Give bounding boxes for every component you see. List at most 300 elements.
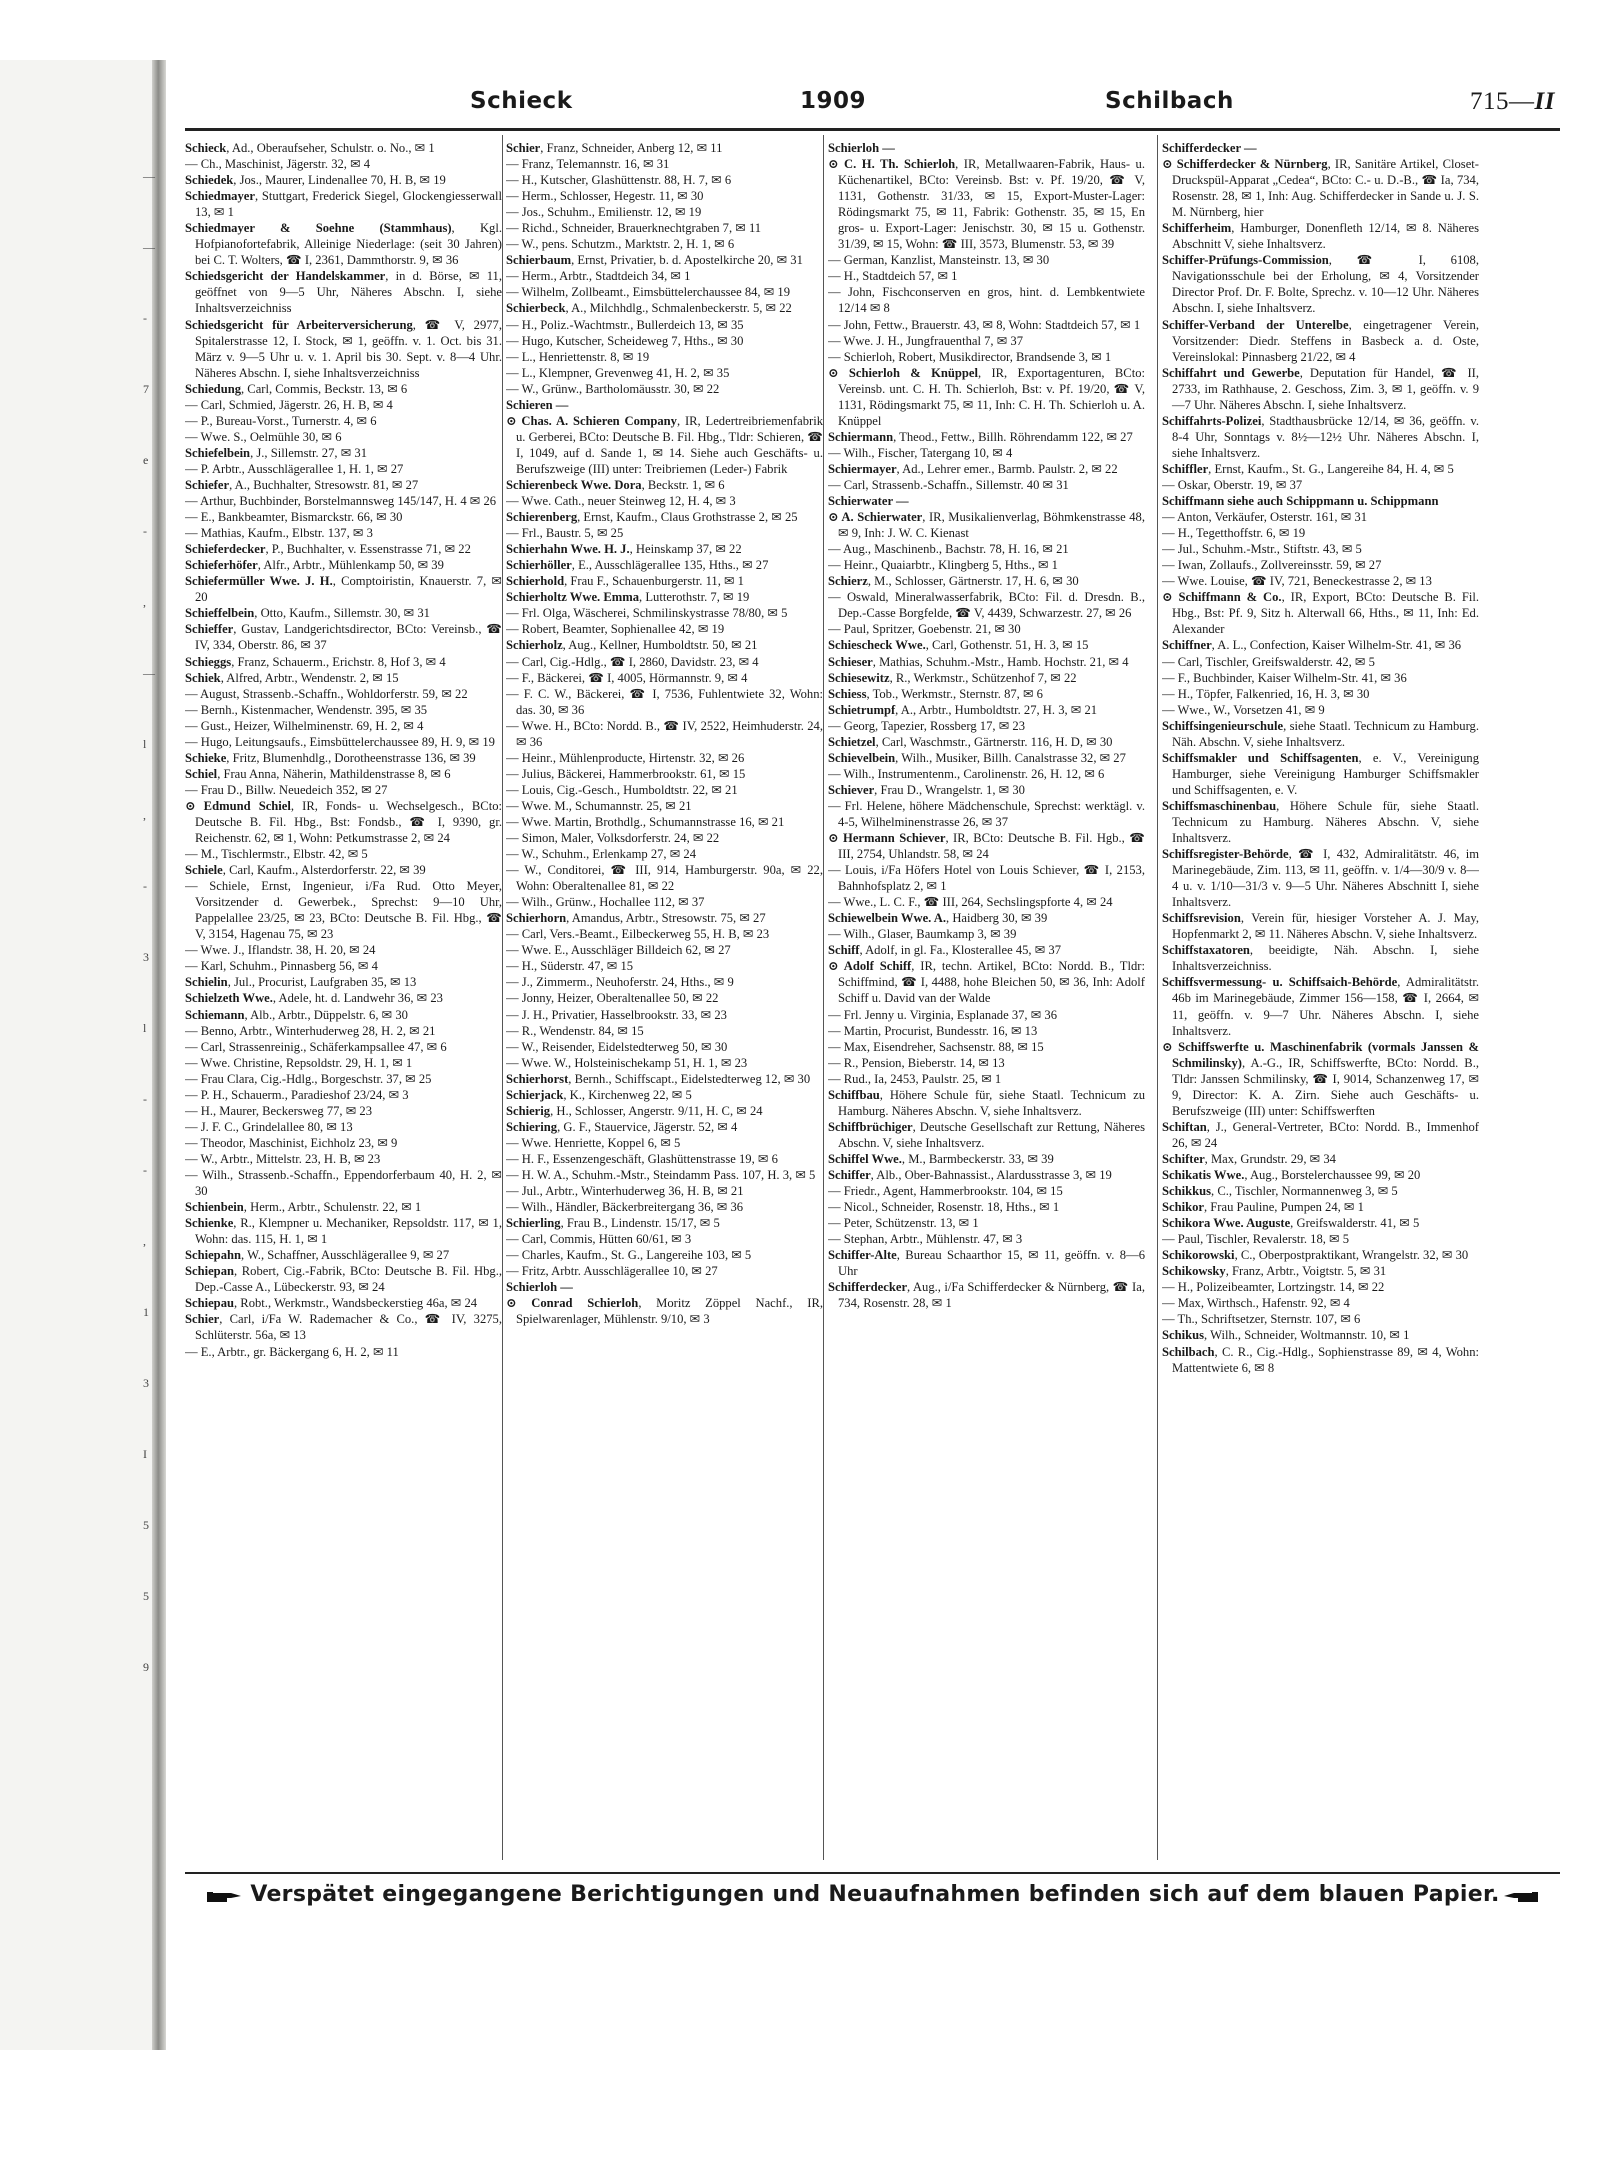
directory-entry: — W., Conditorei, ☎ III, 914, Hamburgerstr. 90a, ✉ 22, Wohn: Oberaltenallee 81, ✉ 22 — [506, 863, 823, 894]
directory-entry: — Arthur, Buchbinder, Borstelmannsweg 145/147, H. 4 ✉ 26 — [185, 494, 497, 509]
directory-entry: Schiele, Carl, Kaufm., Alsterdorferstr. 22, ✉ 39 — [185, 863, 426, 878]
margin-fragment: , — [143, 1234, 146, 1248]
directory-entry: ⊙ C. H. Th. Schierloh, IR, Metallwaaren-Fabrik, Haus- u. Küchenartikel, BCto: Vereinsb. Bst: v. Pf. 19/20, ☎ V, 1131, Gothenstr. 31/33, ✉ 15, Export-Muster-Lager: Rödingsmarkt 75, ✉ 11, Fabrik: Gothenstr. 35, ✉ 15, En gros- u. Export-Lager: Jenischstr. 30, ✉ 15 u. Gothenstr. 31/39, ✉ 15, Wohn: ☎ III, 3573, Blumenstr. 53, ✉ 39 — [828, 157, 1145, 252]
directory-entry: Schiedung, Carl, Commis, Beckstr. 13, ✉ 6 — [185, 381, 408, 396]
directory-entry: — Wwe. W., Holsteinischekamp 51, H. 1, ✉ 23 — [506, 1055, 748, 1070]
directory-entry — [506, 397, 823, 413]
directory-entry: Schiffbrüchiger, Deutsche Gesellschaft zur Rettung, Näheres Abschn. V, siehe Inhaltsverz. — [828, 1119, 1145, 1150]
directory-entry: Schiepan, Robert, Cig.-Fabrik, BCto: Deutsche B. Fil. Hbg., Dep.-Casse A., Lübeckerstr. 93, ✉ 24 — [185, 1264, 502, 1295]
directory-entry: Schieferhöfer, Alfr., Arbtr., Mühlenkamp 50, ✉ 39 — [185, 558, 444, 573]
entry-headword: Schiedmayer & Soehne (Stammhaus) — [185, 221, 452, 236]
directory-entry: — Charles, Kaufm., St. G., Langereihe 103, ✉ 5 — [506, 1248, 752, 1263]
directory-entry: Schikorowski, C., Oberpostpraktikant, Wrangelstr. 32, ✉ 30 — [1162, 1248, 1469, 1263]
directory-entry: — Frl. Jenny u. Virginia, Esplanade 37, ✉ 36 — [828, 1007, 1057, 1022]
entry-headword: Schiedsgericht für Arbeiterversicherung — [185, 317, 413, 332]
entry-headword: Schiffel Wwe. — [828, 1151, 902, 1166]
header-last-entry: Schilbach — [1105, 88, 1234, 114]
directory-entry: — Stephan, Arbtr., Mühlenstr. 47, ✉ 3 — [828, 1232, 1023, 1247]
directory-entry: — August, Strassenb.-Schaffn., Wohldorferstr. 59, ✉ 22 — [185, 686, 468, 701]
entry-headword: Schiffsvermessung- u. Schiffsaich-Behörde — [1162, 975, 1398, 990]
entry-headword: Schiffsmaschinenbau — [1162, 798, 1277, 813]
directory-entry: — J. H., Privatier, Hasselbrookstr. 33, ✉ 23 — [506, 1007, 727, 1022]
directory-entry: Schiever, Frau D., Wrangelstr. 1, ✉ 30 — [828, 782, 1025, 797]
entry-headword: Schiedmayer — [185, 189, 255, 204]
entry-headword: Schiering — [506, 1119, 558, 1134]
entry-headword: Schiffer — [828, 1168, 871, 1182]
entry-headword: Schiffahrts-Polizei — [1162, 413, 1262, 428]
entry-headword: Schierenbeck Wwe. Dora — [506, 477, 642, 492]
entry-headword: Schierjack — [506, 1087, 564, 1102]
entry-headword: Schiefelbein — [185, 445, 251, 460]
margin-fragment: 3 — [143, 950, 149, 964]
directory-entry: Schikus, Wilh., Schneider, Woltmannstr. 10, ✉ 1 — [1162, 1328, 1410, 1343]
margin-fragment: l — [143, 737, 147, 751]
entry-headword: Schienke — [185, 1216, 234, 1231]
directory-entry: — H., Tegetthoffstr. 6, ✉ 19 — [1162, 526, 1306, 541]
entry-headword: Schieffelbein — [185, 606, 255, 621]
entry-headword: Schiffmann siehe auch Schippmann u. Schippmann — [1162, 494, 1439, 509]
directory-entry: Schiek, Alfred, Arbtr., Wendenstr. 2, ✉ 15 — [185, 670, 399, 685]
entry-headword: Schiermann — [828, 429, 894, 444]
directory-entry: — W., Arbtr., Mittelstr. 23, H. B, ✉ 23 — [185, 1151, 381, 1166]
entry-headword: Schielin — [185, 975, 228, 990]
entry-headword: Schieferdecker — [185, 542, 266, 557]
directory-entry: Schiesewitz, R., Werkmstr., Schützenhof 7, ✉ 22 — [828, 670, 1077, 685]
entry-headword: ⊙ Schierloh & Knüppel — [828, 365, 978, 380]
directory-entry: — Carl, Tischler, Greifswalderstr. 42, ✉ 5 — [1162, 654, 1375, 669]
directory-entry: — R., Pension, Bieberstr. 14, ✉ 13 — [828, 1055, 1005, 1070]
entry-headword: Schiedsgericht der Handelskammer — [185, 269, 386, 284]
directory-entry: Schievelbein, Wilh., Musiker, Billh. Canalstrasse 32, ✉ 27 — [828, 750, 1126, 765]
directory-entry: — Wwe. S., Oelmühle 30, ✉ 6 — [185, 429, 342, 444]
entry-headword: Schiek — [185, 670, 221, 685]
directory-entry: — Robert, Beamter, Sophienallee 42, ✉ 19 — [506, 622, 725, 637]
directory-entry: — H. F., Essenzengeschäft, Glashüttenstrasse 19, ✉ 6 — [506, 1151, 778, 1166]
directory-entry: — Wwe., L. C. F., ☎ III, 264, Sechslingspforte 4, ✉ 24 — [828, 895, 1113, 910]
entry-headword: Schiepahn — [185, 1248, 241, 1263]
entry-headword: ⊙ C. H. Th. Schierloh — [828, 157, 956, 172]
directory-entry: Schietrumpf, A., Arbtr., Humboldtstr. 27, H. 3, ✉ 21 — [828, 702, 1098, 717]
entry-headword: Schifferheim — [1162, 221, 1232, 236]
entry-headword: Schieser — [828, 654, 873, 669]
entry-headword: Schiffsrevision — [1162, 911, 1241, 926]
directory-entry: — Wwe. Louise, ☎ IV, 721, Beneckestrasse 2, ✉ 13 — [1162, 574, 1432, 589]
entry-headword: ⊙ Conrad Schierloh — [506, 1296, 639, 1311]
page-number-volume: II — [1534, 88, 1555, 115]
directory-entry: Schieser, Mathias, Schuhm.-Mstr., Hamb. Hochstr. 21, ✉ 4 — [828, 654, 1129, 669]
directory-entry: — Anton, Verkäufer, Osterstr. 161, ✉ 31 — [1162, 510, 1367, 525]
entry-headword: Schikus — [1162, 1328, 1205, 1343]
entry-headword: Schierhorst — [506, 1071, 569, 1086]
directory-entry: — Wwe. J. H., Jungfrauenthal 7, ✉ 37 — [828, 333, 1023, 348]
margin-fragment: - — [143, 524, 147, 538]
entry-headword: Schierbeck — [506, 301, 566, 316]
entry-headword: Schiewelbein Wwe. A. — [828, 911, 947, 926]
directory-entry: — Carl, Schmied, Jägerstr. 26, H. B, ✉ 4 — [185, 397, 393, 412]
margin-fragment: 5 — [143, 1518, 149, 1532]
entry-headword: Schiesewitz — [828, 670, 890, 685]
directory-entry: — Carl, Commis, Hütten 60/61, ✉ 3 — [506, 1232, 692, 1247]
directory-entry: — Simon, Maler, Volksdorferstr. 24, ✉ 22 — [506, 831, 720, 846]
directory-entry: — H., Polizeibeamter, Lortzingstr. 14, ✉ 22 — [1162, 1280, 1385, 1295]
entry-headword: Schiffsregister-Behörde — [1162, 847, 1289, 862]
margin-fragment: , — [143, 595, 146, 609]
entry-headword: Schikatis Wwe. — [1162, 1168, 1245, 1182]
entry-headword: Schiffner — [1162, 638, 1212, 653]
directory-entry: ⊙ Schierloh & Knüppel, IR, Exportagenturen, BCto: Vereinsb. unt. C. H. Th. Schierloh, Bst: v. Pf. 19/20, ☎ V, 1131, Rödingsmarkt 75, ✉ 11, Inh: C. H. Th. Schierloh u. A. Knüppel — [828, 365, 1145, 428]
directory-entry: — W., Reisender, Eidelstedterweg 50, ✉ 30 — [506, 1039, 728, 1054]
directory-entry: Schierhöller, E., Ausschlägerallee 135, Hths., ✉ 27 — [506, 558, 769, 573]
directory-entry: Schiffsregister-Behörde, ☎ I, 432, Admiralitätstr. 46, im Marinegebäude, Zim. 113, ✉ 11, geöffn. v. 1/4—30/9 v. 8—4 u. v. 1/10—31/3 v. 9—5 Uhr. Näheres Abschnitt I, siehe Inhaltsverz. — [1162, 847, 1479, 910]
directory-entry: — Frau D., Billw. Neuedeich 352, ✉ 27 — [185, 782, 388, 797]
entry-headword: Schiefermüller Wwe. J. H. — [185, 574, 333, 589]
directory-entry: Schiftan, J., General-Vertreter, BCto: Nordd. B., Immenhof 26, ✉ 24 — [1162, 1119, 1479, 1150]
entry-headword: Schieke — [185, 750, 227, 765]
entry-headword: Schiel — [185, 766, 218, 781]
directory-entry: Schiffahrt und Gewerbe, Deputation für Handel, ☎ II, 2733, im Rathhause, 2. Geschoss, Zim. 3, ✉ 1, geöffn. v. 9—7 Uhr. Näheres Abschn. I, siehe Inhaltsverz. — [1162, 365, 1479, 412]
directory-entry: — German, Kanzlist, Mansteinstr. 13, ✉ 30 — [828, 253, 1050, 268]
directory-entry: — E., Bankbeamter, Bismarckstr. 66, ✉ 30 — [185, 510, 403, 525]
entry-headword: Schiefer — [185, 477, 230, 492]
directory-entry: — Jul., Arbtr., Winterhuderweg 36, H. B, ✉ 21 — [506, 1184, 744, 1199]
directory-entry: — Louis, Cig.-Gesch., Humboldtstr. 22, ✉ 21 — [506, 782, 738, 797]
entry-headword: Schierz — [828, 574, 868, 589]
directory-entry: — Karl, Schuhm., Pinnasberg 56, ✉ 4 — [185, 959, 378, 974]
directory-entry: — Wwe. M., Schumannstr. 25, ✉ 21 — [506, 798, 692, 813]
directory-entry — [828, 140, 1145, 156]
directory-entry: — H., Poliz.-Wachtmstr., Bullerdeich 13, ✉ 35 — [506, 317, 744, 332]
page-number — [1470, 88, 1555, 116]
directory-entry: — Peter, Schützenstr. 13, ✉ 1 — [828, 1216, 979, 1231]
directory-entry: — Max, Wirthsch., Hafenstr. 92, ✉ 4 — [1162, 1296, 1350, 1311]
directory-entry: Schifferheim, Hamburger, Donenfleth 12/14, ✉ 8. Näheres Abschnitt V, siehe Inhaltsverz. — [1162, 221, 1479, 252]
directory-entry: Schiffsmaschinenbau, Höhere Schule für, siehe Staatl. Technicum zu Hamburg. Näheres Abschn. V, siehe Inhaltsverz. — [1162, 798, 1479, 846]
entry-headword: Schieck — [185, 141, 227, 155]
directory-entry: Schikatis Wwe., Aug., Borstelerchaussee 99, ✉ 20 — [1162, 1168, 1421, 1182]
entry-headword: ⊙ Adolf Schiff — [828, 959, 912, 974]
footer-text: Verspätet eingegangene Berichtigungen und Neuaufnahmen befinden sich auf dem blauen Papier. — [250, 1882, 1500, 1907]
directory-entry: Schiffer-Prüfungs-Commission, ☎ I, 6108, Navigationsschule bei der Erholung, ✉ 4, Vorsitzender Director Prof. Dr. F. Bolte, Sprechz. v. 10—12 Uhr. Näheres Abschn. I, siehe Inhaltsverz. — [1162, 253, 1479, 316]
entry-headword: ⊙ Edmund Schiel — [185, 798, 291, 813]
directory-entry — [828, 493, 1145, 509]
directory-entry: Schiffahrts-Polizei, Stadthausbrücke 12/14, ✉ 36, geöffn. v. 8-4 Uhr, Sonntags v. 8½—12½ Uhr. Näheres Abschn. I, siehe Inhaltsverz. — [1162, 413, 1479, 460]
entry-headword: Schierholz — [506, 638, 563, 653]
entry-headword: Schielzeth Wwe. — [185, 991, 273, 1006]
entry-headword: ⊙ Chas. A. Schieren Company — [506, 413, 677, 428]
footer-notice — [185, 1872, 1560, 1922]
directory-entry: Schieggs, Franz, Schauerm., Erichstr. 8, Hof 3, ✉ 4 — [185, 654, 446, 669]
entry-headword: Schienbein — [185, 1200, 244, 1215]
directory-entry: — Julius, Bäckerei, Hammerbrookstr. 61, ✉ 15 — [506, 766, 746, 781]
directory-entry: — Herm., Arbtr., Stadtdeich 34, ✉ 1 — [506, 269, 691, 284]
entry-headword: Schier — [506, 141, 541, 155]
directory-entry: — Oswald, Mineralwasserfabrik, BCto: Fil. d. Dresdn. B., Dep.-Casse Borgfelde, ☎ V, 4439, Schwarzestr. 27, ✉ 26 — [828, 590, 1145, 621]
directory-entry: — P. H., Schauerm., Paradieshof 23/24, ✉ 3 — [185, 1087, 409, 1102]
directory-entry: Schiefermüller Wwe. J. H., Comptoiristin, Knauerstr. 7, ✉ 20 — [185, 574, 502, 605]
entry-headword: ⊙ Schifferdecker & Nürnberg — [1162, 157, 1328, 172]
directory-entry: — Carl, Vers.-Beamt., Eilbeckerweg 55, H. B, ✉ 23 — [506, 927, 770, 942]
entry-headword: Schievelbein — [828, 750, 896, 765]
entry-headword: Schiedung — [185, 381, 241, 396]
directory-entry: Schieffelbein, Otto, Kaufm., Sillemstr. 30, ✉ 31 — [185, 606, 430, 621]
directory-entry — [1162, 493, 1479, 509]
directory-entry: — Martin, Procurist, Bundesstr. 16, ✉ 13 — [828, 1023, 1038, 1038]
directory-entry: — W., pens. Schutzm., Marktstr. 2, H. 1, ✉ 6 — [506, 237, 735, 252]
directory-entry: Schieke, Fritz, Blumenhdlg., Dorotheenstrasse 136, ✉ 39 — [185, 750, 476, 765]
directory-entry: — Wwe., W., Vorsetzen 41, ✉ 9 — [1162, 702, 1325, 717]
directory-entry: Schiewelbein Wwe. A., Haidberg 30, ✉ 39 — [828, 911, 1048, 926]
directory-entry: Schiffer, Alb., Ober-Bahnassist., Alardusstrasse 3, ✉ 19 — [828, 1168, 1112, 1182]
directory-entry: — L., Klempner, Grevenweg 41, H. 2, ✉ 35 — [506, 365, 730, 380]
directory-entry: ⊙ A. Schierwater, IR, Musikalienverlag, Böhmkenstrasse 48, ✉ 9, Inh: J. W. C. Kienast — [828, 510, 1145, 541]
entry-headword: Schierhöller — [506, 558, 572, 573]
directory-entry: — Iwan, Zollaufs., Zollvereinsstr. 59, ✉ 27 — [1162, 558, 1382, 573]
directory-entry: — John, Fettw., Brauerstr. 43, ✉ 8, Wohn: Stadtdeich 57, ✉ 1 — [828, 317, 1141, 332]
directory-entry: Schieck, Ad., Oberaufseher, Schulstr. o. No., ✉ 1 — [185, 141, 435, 155]
directory-entry: — Frl. Olga, Wäscherei, Schmilinskystrasse 78/80, ✉ 5 — [506, 606, 788, 621]
directory-entry: — Gust., Heizer, Wilhelminenstr. 69, H. 2, ✉ 4 — [185, 718, 424, 733]
directory-entry: ⊙ Schifferdecker & Nürnberg, IR, Sanitäre Artikel, Closet- Druckspül-Apparat „Cedea“, BCto: C.- u. D.-B., ☎ Ia, 734, Rosenstr. 28, ✉ 1, Inh: Aug. Schifferdecker in Sande u. J. S. M. Nürnberg, hier — [1162, 157, 1479, 220]
book-gutter — [152, 60, 166, 2050]
entry-headword: Schiepan — [185, 1264, 234, 1279]
directory-entry: — Hugo, Kutscher, Scheideweg 7, Hths., ✉ 30 — [506, 333, 744, 348]
directory-entry: Schier, Franz, Schneider, Anberg 12, ✉ 11 — [506, 141, 723, 155]
directory-entry: — Wilh., Händler, Bäckerbreitergang 36, ✉ 36 — [506, 1200, 744, 1215]
entry-headword: Schifter — [1162, 1151, 1205, 1166]
directory-entry: Schiffsingenieurschule, siehe Staatl. Technicum zu Hamburg. Näh. Abschn. V, siehe Inhaltsverz. — [1162, 718, 1479, 749]
directory-entry: Schikowsky, Franz, Arbtr., Voigtstr. 5, ✉ 31 — [1162, 1264, 1387, 1279]
margin-fragment: - — [143, 1092, 147, 1106]
entry-headword: Schierig — [506, 1103, 551, 1118]
entry-headword: Schierhold — [506, 574, 565, 589]
directory-entry: Schiess, Tob., Werkmstr., Sternstr. 87, ✉ 6 — [828, 686, 1043, 701]
directory-entry: — Ch., Maschinist, Jägerstr. 32, ✉ 4 — [185, 157, 371, 172]
directory-entry: — M., Tischlermstr., Elbstr. 42, ✉ 5 — [185, 847, 368, 862]
directory-entry: — Wwe. Henriette, Koppel 6, ✉ 5 — [506, 1135, 681, 1150]
column-3 — [828, 140, 1145, 1860]
entry-headword: Schiffbau — [828, 1087, 880, 1102]
directory-entry: ⊙ Edmund Schiel, IR, Fonds- u. Wechselgesch., BCto: Deutsche B. Fil. Hbg., Bst: Fondsb., ☎ I, 9390, gr. Reichenstr. 62, ✉ 1, Wohn: Petkumstrasse 2, ✉ 24 — [185, 798, 502, 846]
margin-fragment: 9 — [143, 1660, 149, 1674]
directory-entry: — Paul, Tischler, Revalerstr. 18, ✉ 5 — [1162, 1232, 1350, 1247]
directory-entry: — F. C. W., Bäckerei, ☎ I, 7536, Fuhlentwiete 32, Wohn: das. 30, ✉ 36 — [506, 686, 823, 717]
directory-entry: — Paul, Spritzer, Goebenstr. 21, ✉ 30 — [828, 622, 1021, 637]
directory-entry: Schiel, Frau Anna, Näherin, Mathildenstrasse 8, ✉ 6 — [185, 766, 451, 781]
column-divider — [823, 135, 824, 1860]
column-1 — [185, 140, 502, 1860]
margin-fragment: l — [143, 1021, 147, 1035]
directory-entry: Schifter, Max, Grundstr. 29, ✉ 34 — [1162, 1151, 1336, 1166]
entry-headword: Schifferdecker — — [1162, 141, 1257, 155]
directory-entry: Schierenberg, Ernst, Kaufm., Claus Grothstrasse 2, ✉ 25 — [506, 510, 798, 525]
margin-fragment: - — [143, 879, 147, 893]
directory-entry: Schielzeth Wwe., Adele, ht. d. Landwehr 36, ✉ 23 — [185, 991, 443, 1006]
directory-entry: — Wwe. Cath., neuer Steinweg 12, H. 4, ✉ 3 — [506, 494, 736, 509]
directory-entry: — Max, Eisendreher, Sachsenstr. 88, ✉ 15 — [828, 1039, 1044, 1054]
directory-entry — [1162, 140, 1479, 156]
pointing-hand-left-icon — [1502, 1886, 1540, 1906]
entry-headword: ⊙ Schiffmann & Co. — [1162, 590, 1282, 605]
directory-entry: — Carl, Strassenreinig., Schäferkampsallee 47, ✉ 6 — [185, 1039, 447, 1054]
margin-fragment: - — [143, 311, 147, 325]
directory-entry: — Franz, Telemannstr. 16, ✉ 31 — [506, 157, 670, 172]
directory-entry: Schierhorn, Amandus, Arbtr., Stresowstr. 75, ✉ 27 — [506, 911, 766, 926]
directory-entry: — Wwe. Martin, Brothdlg., Schumannstrasse 16, ✉ 21 — [506, 814, 785, 829]
directory-entry: Schiedmayer, Stuttgart, Frederick Siegel, Glockengiesserwall 13, ✉ 1 — [185, 189, 502, 220]
entry-headword: Schiever — [828, 782, 875, 797]
directory-entry: Schiedek, Jos., Maurer, Lindenallee 70, H. B, ✉ 19 — [185, 173, 446, 188]
directory-entry: — H., Maurer, Beckersweg 77, ✉ 23 — [185, 1103, 373, 1118]
entry-headword: Schiffer-Alte — [828, 1248, 897, 1263]
directory-entry: — H., Kutscher, Glashüttenstr. 88, H. 7, ✉ 6 — [506, 173, 732, 188]
directory-entry: — Wilh., Instrumentenm., Carolinenstr. 26, H. 12, ✉ 6 — [828, 766, 1105, 781]
directory-entry: — Bernh., Kistenmacher, Wendenstr. 395, ✉ 35 — [185, 702, 428, 717]
directory-entry: Schielin, Jul., Procurist, Laufgraben 35, ✉ 13 — [185, 975, 417, 990]
directory-entry: Schiffsrevision, Verein für, hiesiger Vorsteher A. J. May, Hopfenmarkt 2, ✉ 11. Näheres Abschn. V, siehe Inhaltsverz. — [1162, 911, 1479, 942]
header-rule — [185, 128, 1560, 131]
entry-headword: Schiftan — [1162, 1119, 1207, 1134]
directory-entry: Schierbaum, Ernst, Privatier, b. d. Apostelkirche 20, ✉ 31 — [506, 253, 803, 268]
directory-entry: — Wwe. J., Iflandstr. 38, H. 20, ✉ 24 — [185, 943, 376, 958]
margin-fragment: I — [143, 1447, 147, 1461]
directory-entry: Schiffler, Ernst, Kaufm., St. G., Langereihe 84, H. 4, ✉ 5 — [1162, 461, 1454, 476]
directory-entry: — Wilhelm, Zollbeamt., Eimsbüttelerchaussee 84, ✉ 19 — [506, 285, 791, 300]
entry-headword: Schier — [185, 1312, 220, 1327]
directory-entry: Schierbeck, A., Milchhdlg., Schmalenbeckerstr. 5, ✉ 22 — [506, 301, 792, 316]
entry-headword: Schiffer-Prüfungs-Commission — [1162, 253, 1329, 268]
directory-entry: — P., Bureau-Vorst., Turnerstr. 4, ✉ 6 — [185, 413, 377, 428]
directory-entry: — E., Arbtr., gr. Bäckergang 6, H. 2, ✉ 11 — [185, 1344, 399, 1359]
directory-entry: Schikora Wwe. Auguste, Greifswalderstr. 41, ✉ 5 — [1162, 1216, 1420, 1231]
margin-fragment: 3 — [143, 1376, 149, 1390]
directory-entry: — Heinr., Mühlenproducte, Hirtenstr. 32, ✉ 26 — [506, 750, 745, 765]
directory-entry: ⊙ Adolf Schiff, IR, techn. Artikel, BCto: Nordd. B., Tldr: Schiffmind, ☎ I, 4488, hohe Bleichen 50, ✉ 36, Inh: Adolf Schiff u. David van der Walde — [828, 959, 1145, 1006]
directory-entry: Schierhahn Wwe. H. J., Heinskamp 37, ✉ 22 — [506, 542, 742, 557]
directory-entry: — W., Schuhm., Erlenkamp 27, ✉ 24 — [506, 847, 697, 862]
directory-entry: — J., Zimmerm., Neuhoferstr. 24, Hths., ✉ 9 — [506, 975, 734, 990]
directory-entry: Schiefelbein, J., Sillemstr. 27, ✉ 31 — [185, 445, 367, 460]
directory-entry: Schier, Carl, i/Fa W. Rademacher & Co., ☎ IV, 3275, Schlüterstr. 56a, ✉ 13 — [185, 1312, 502, 1343]
margin-fragment: 1 — [143, 1305, 149, 1319]
directory-entry: — R., Wendenstr. 84, ✉ 15 — [506, 1023, 644, 1038]
directory-entry: Schiffer-Verband der Unterelbe, eingetragener Verein, Vorsitzender: Diedr. Steffens in Basbeck a. d. Oste, Vereinslokal: Pinnasberg 21/22, ✉ 4 — [1162, 317, 1479, 364]
entry-headword: Schiff — [828, 943, 860, 958]
directory-entry: — Wilh., Glaser, Baumkamp 3, ✉ 39 — [828, 927, 1017, 942]
header-year: 1909 — [800, 88, 867, 114]
entry-headword: Schiess — [828, 686, 867, 701]
directory-entry: — Frl. Helene, höhere Mädchenschule, Sprechst: werktägl. v. 4-5, Wilhelminenstrasse 26, ✉ 37 — [828, 798, 1145, 829]
directory-entry: — Jul., Schuhm.-Mstr., Stiftstr. 43, ✉ 5 — [1162, 542, 1362, 557]
margin-fragment: 7 — [143, 382, 149, 396]
entry-headword: Schiepau — [185, 1296, 234, 1311]
header-first-entry: Schieck — [470, 88, 573, 114]
entry-headword: ⊙ A. Schierwater — [828, 510, 923, 525]
entry-headword: Schikorowski — [1162, 1248, 1235, 1263]
directory-entry: — Fritz, Arbtr. Ausschlägerallee 10, ✉ 27 — [506, 1264, 718, 1279]
margin-fragment: 5 — [143, 1589, 149, 1603]
directory-entry: — Nicol., Schneider, Rosenstr. 18, Hths., ✉ 1 — [828, 1200, 1060, 1215]
entry-headword: Schiescheck Wwe. — [828, 638, 926, 653]
entry-headword: Schierhahn Wwe. H. J. — [506, 542, 630, 557]
directory-entry: Schiedmayer & Soehne (Stammhaus), Kgl. Hofpianofortefabrik, Alleinige Niederlage: (seit 30 Jahren) bei C. T. Wolters, ☎ I, 2361, Dammthorstr. 9, ✉ 36 — [185, 221, 502, 268]
directory-entry: Schierig, H., Schlosser, Angerstr. 9/11, H. C, ✉ 24 — [506, 1103, 763, 1118]
entry-headword: Schieren — — [506, 397, 569, 412]
directory-entry: — Th., Schriftsetzer, Sternstr. 107, ✉ 6 — [1162, 1312, 1361, 1327]
directory-entry: Schiescheck Wwe., Carl, Gothenstr. 51, H. 3, ✉ 15 — [828, 638, 1089, 653]
entry-headword: Schiele — [185, 863, 223, 878]
directory-entry: — H., Süderstr. 47, ✉ 15 — [506, 959, 634, 974]
directory-entry: Schieffer, Gustav, Landgerichtsdirector, BCto: Vereinsb., ☎ IV, 334, Oberstr. 86, ✉ 37 — [185, 622, 502, 653]
directory-entry: — Frl., Baustr. 5, ✉ 25 — [506, 526, 624, 541]
directory-entry: — Jos., Schuhm., Emilienstr. 12, ✉ 19 — [506, 205, 702, 220]
directory-entry: — Rud., Ia, 2453, Paulstr. 25, ✉ 1 — [828, 1071, 1002, 1086]
entry-headword: Schierwater — — [828, 494, 909, 509]
column-4 — [1162, 140, 1479, 1860]
margin-fragment: e — [143, 453, 149, 467]
directory-entry: — Wwe. H., BCto: Nordd. B., ☎ IV, 2522, Heimhuderstr. 24, ✉ 36 — [506, 718, 823, 749]
directory-entry: — Herm., Schlosser, Hegestr. 11, ✉ 30 — [506, 189, 704, 204]
entry-headword: Schifferdecker — [828, 1280, 908, 1295]
previous-page-margin-text — [143, 169, 155, 1730]
directory-entry: Schiedsgericht für Arbeiterversicherung, ☎ V, 2977, Spitalerstrasse 12, I. Stock, ✉ 1, geöffn. v. 1. Oct. bis 31. März v. 9—5 Uhr u. v. 1. April bis 30. Sept. v. 8—4 Uhr. Näheres Abschn. I, siehe Inhaltsverzeichniss — [185, 317, 502, 380]
directory-entry: — Wilh., Grünw., Hochallee 112, ✉ 37 — [506, 895, 705, 910]
directory-entry: — Carl, Strassenb.-Schaffn., Sillemstr. 40 ✉ 31 — [828, 477, 1069, 492]
entry-headword: Schierloh — — [828, 141, 895, 155]
directory-entry: Schierling, Frau B., Lindenstr. 15/17, ✉ 5 — [506, 1216, 720, 1231]
directory-entry: Schierz, M., Schlosser, Gärtnerstr. 17, H. 6, ✉ 30 — [828, 574, 1079, 589]
entry-headword: Schiffbrüchiger — [828, 1119, 913, 1134]
directory-entry: — Benno, Arbtr., Winterhuderweg 28, H. 2, ✉ 21 — [185, 1023, 436, 1038]
directory-entry: — H., Stadtdeich 57, ✉ 1 — [828, 269, 958, 284]
directory-entry: Schiffbau, Höhere Schule für, siehe Staatl. Technicum zu Hamburg. Näheres Abschn. V, siehe Inhaltsverz. — [828, 1087, 1145, 1118]
directory-entry: — Wilh., Fischer, Tatergang 10, ✉ 4 — [828, 445, 1013, 460]
entry-headword: Schieffer — [185, 622, 234, 637]
entry-headword: Schiffer-Verband der Unterelbe — [1162, 317, 1349, 332]
directory-entry: ⊙ Schiffmann & Co., IR, Export, BCto: Deutsche B. Fil. Hbg., Bst: Pf. 9, Sitz h. Alterwall 66, Hths., ✉ 11, Inh: Ed. Alexander — [1162, 590, 1479, 637]
entry-headword: Schierholtz Wwe. Emma — [506, 590, 640, 605]
entry-headword: Schikor — [1162, 1200, 1204, 1215]
entry-headword: Schiffsingenieurschule — [1162, 718, 1284, 733]
directory-entry: — Jonny, Heizer, Oberaltenallee 50, ✉ 22 — [506, 991, 719, 1006]
entry-headword: Schierbaum — [506, 253, 572, 268]
margin-fragment: - — [143, 1163, 147, 1177]
directory-entry: — John, Fischconserven en gros, hint. d. Lembkentwiete 12/14 ✉ 8 — [828, 285, 1145, 316]
directory-entry: — Frau Clara, Cig.-Hdlg., Borgeschstr. 37, ✉ 25 — [185, 1071, 432, 1086]
directory-entry: Schikkus, C., Tischler, Normannenweg 3, ✉ 5 — [1162, 1184, 1398, 1199]
margin-fragment: — — [143, 169, 155, 183]
directory-entry: — F., Bäckerei, ☎ I, 4005, Hörmannstr. 9, ✉ 4 — [506, 670, 748, 685]
directory-entry: — P. Arbtr., Ausschlägerallee 1, H. 1, ✉ 27 — [185, 461, 404, 476]
directory-entry: ⊙ Conrad Schierloh, Moritz Zöppel Nachf., IR, Spielwarenlager, Mühlenstr. 9/10, ✉ 3 — [506, 1296, 823, 1327]
directory-entry: Schierholtz Wwe. Emma, Lutterothstr. 7, ✉ 19 — [506, 590, 750, 605]
directory-entry: Schienbein, Herm., Arbtr., Schulenstr. 22, ✉ 1 — [185, 1200, 422, 1215]
entry-headword: Schietzel — [828, 734, 876, 749]
entry-headword: Schierling — [506, 1216, 561, 1231]
entry-headword: Schikora Wwe. Auguste — [1162, 1216, 1291, 1231]
entry-headword: Schierhorn — [506, 911, 567, 926]
directory-entry: Schiffner, A. L., Confection, Kaiser Wilhelm-Str. 41, ✉ 36 — [1162, 638, 1462, 653]
directory-entry: Schierenbeck Wwe. Dora, Beckstr. 1, ✉ 6 — [506, 477, 725, 492]
column-2 — [506, 140, 823, 1860]
directory-entry: — Hugo, Leitungsaufs., Eimsbüttelerchaussee 89, H. 9, ✉ 19 — [185, 734, 495, 749]
entry-headword: Schilbach — [1162, 1344, 1215, 1359]
directory-entry: Schiffel Wwe., M., Barmbeckerstr. 33, ✉ 39 — [828, 1151, 1054, 1166]
entry-headword: Schikowsky — [1162, 1264, 1226, 1279]
directory-entry: Schiefer, A., Buchhalter, Stresowstr. 81, ✉ 27 — [185, 477, 419, 492]
column-divider — [502, 135, 503, 1860]
margin-fragment: — — [143, 666, 155, 680]
directory-entry: Schiffer-Alte, Bureau Schaarthor 15, ✉ 11, geöffn. v. 8—6 Uhr — [828, 1248, 1145, 1279]
